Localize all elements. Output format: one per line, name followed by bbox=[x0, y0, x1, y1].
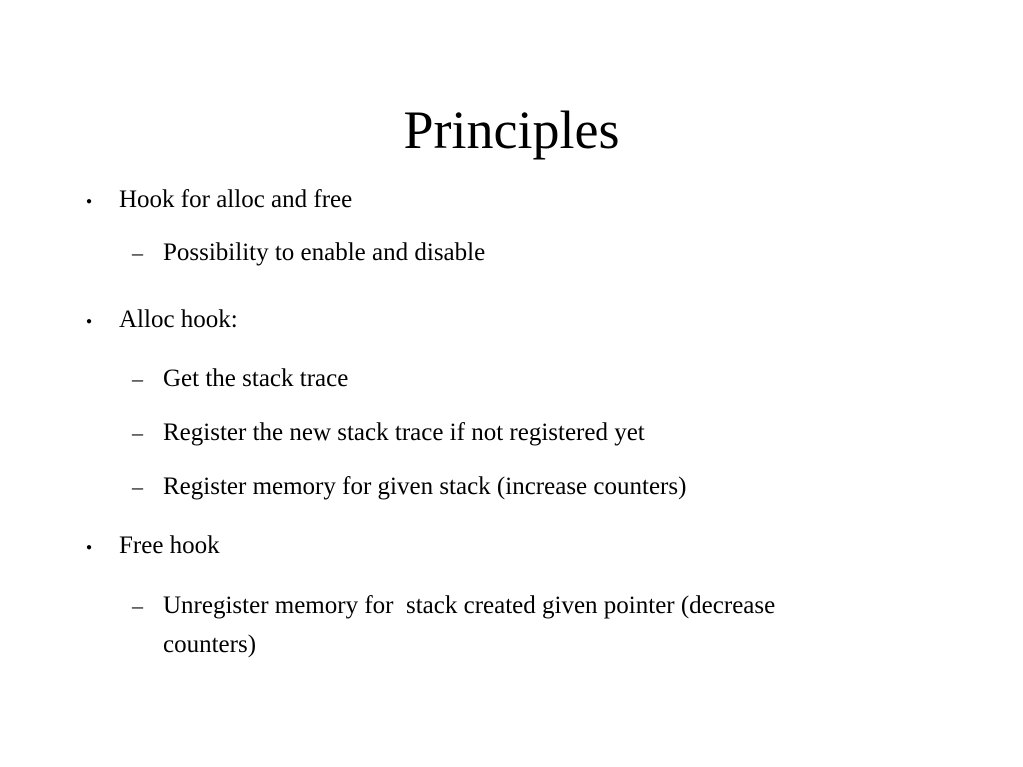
dash-icon: – bbox=[132, 474, 143, 499]
bullet-dot-icon: ● bbox=[86, 196, 93, 207]
sub-bullet-text: Unregister memory for stack created given pointer (decrease counters) bbox=[163, 592, 782, 658]
bullet-dot-icon: ● bbox=[86, 542, 93, 553]
slide-title: Principles bbox=[403, 100, 620, 160]
sub-bullet-text: Register the new stack trace if not registered yet bbox=[163, 419, 645, 446]
bullet-dot-icon: ● bbox=[86, 316, 93, 327]
dash-icon: – bbox=[132, 420, 143, 445]
bullet-text: Alloc hook: bbox=[119, 306, 238, 333]
bullet-text: Free hook bbox=[119, 532, 220, 559]
dash-icon: – bbox=[132, 240, 143, 265]
sub-bullet-text: Possibility to enable and disable bbox=[163, 239, 486, 266]
sub-bullet-text: Register memory for given stack (increase counters) bbox=[163, 473, 687, 500]
dash-icon: – bbox=[132, 593, 143, 618]
dash-icon: – bbox=[132, 366, 143, 391]
bullet-text: Hook for alloc and free bbox=[119, 186, 353, 213]
sub-bullet-text: Get the stack trace bbox=[163, 365, 349, 392]
